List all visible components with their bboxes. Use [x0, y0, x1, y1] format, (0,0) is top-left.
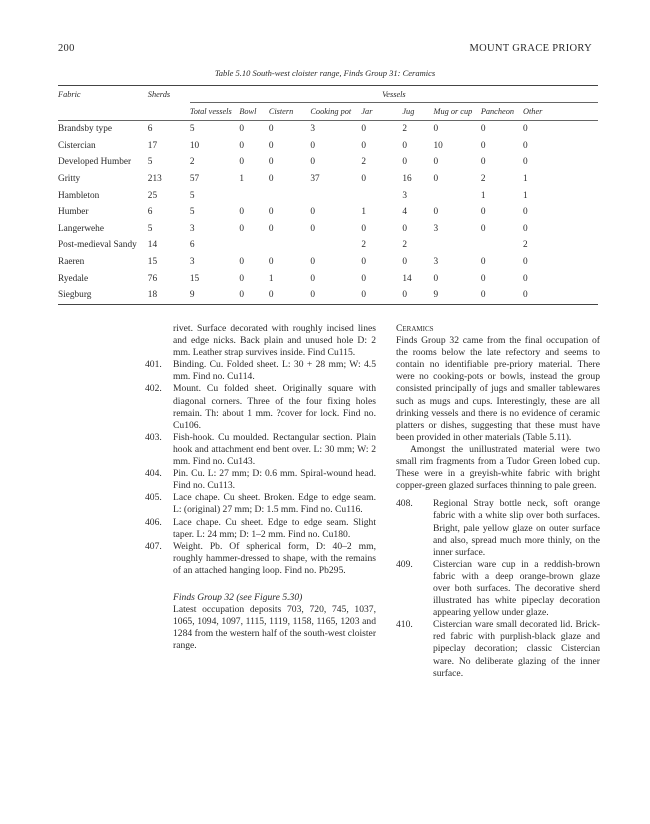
- vessel-column-header: Mug or cup: [434, 103, 481, 121]
- vessel-count-cell: 0: [269, 287, 311, 304]
- vessel-count-cell: 6: [189, 240, 195, 251]
- vessel-count-cell: 0: [268, 140, 274, 151]
- vessel-count-cell: 0: [361, 223, 367, 234]
- fabric-cell: Gritty: [58, 174, 81, 185]
- vessel-count-cell: 0: [480, 257, 486, 268]
- vessel-count-cell: 0: [268, 223, 274, 234]
- paragraph-2: Amongst the unillustrated material were two small rim fragments from a Tudor Green lobed cup. These were in a greyish-white fabric with bright copper-green glazed surfaces thinning to pale green.: [396, 443, 600, 492]
- vessel-count-cell: 0: [239, 207, 244, 218]
- ceramics-table: [58, 85, 598, 305]
- table-caption: Table 5.10 South-west cloister range, Finds Group 31: Ceramics: [214, 68, 436, 78]
- catalogue-entry: [145, 359, 376, 383]
- table-row: [58, 171, 598, 188]
- fabric-cell: Brandsby type: [58, 124, 112, 135]
- finds-group-title: Finds Group 32 (see Figure 5.30): [173, 591, 303, 603]
- vessel-count-cell: 15: [189, 273, 200, 284]
- catalogue-entry: [396, 498, 600, 558]
- sherds-cell: 5: [147, 157, 153, 168]
- sherds-cell: 14: [147, 240, 158, 251]
- entry-text: Fish-hook. Cu moulded. Rectangular section. Plain hook and attachment end bent over. L: 30 mm; W: 2 mm. Find no. Cu143.: [173, 431, 376, 468]
- vessel-count-cell: 0: [310, 207, 316, 218]
- vessel-count-cell: 16: [402, 174, 412, 185]
- vessel-count-cell: 0: [433, 273, 439, 284]
- sherds-cell: 15: [147, 257, 158, 268]
- left-items: [145, 359, 376, 577]
- entry-number: 405.: [145, 492, 162, 504]
- vessel-count-cell: 0: [361, 287, 402, 304]
- vessel-count-cell: 1: [523, 174, 528, 185]
- vessel-count-cell: 9: [190, 287, 239, 304]
- vessel-count-cell: 0: [480, 140, 486, 151]
- fabric-cell: Langerwehe: [58, 223, 104, 234]
- fabric-cell: Hambleton: [58, 190, 100, 201]
- vessel-count-cell: 5: [189, 190, 195, 201]
- vessel-count-cell: 2: [523, 240, 528, 251]
- table-body: [58, 121, 598, 305]
- entry-text: Weight. Pb. Of spherical form, D: 40–2 mm, roughly hammer-dressed to shape, with the remains of an attached hanging loop. Find no. Pb295.: [173, 540, 376, 576]
- entry-text: Cistercian ware cup in a reddish-brown fabric with a deep orange-brown glaze over both surfaces. The decorative sherd illustrated has white pipeclay decoration appearing yellow under glaze.: [433, 558, 600, 619]
- vessel-count-cell: 0: [268, 207, 274, 218]
- vessel-count-cell: 1: [361, 207, 367, 218]
- vessel-count-cell: 3: [310, 124, 316, 135]
- catalogue-entry: [145, 383, 376, 431]
- fabric-cell: Cistercian: [58, 140, 96, 151]
- vessel-column-header: Other: [523, 103, 598, 121]
- catalogue-entry: [145, 516, 376, 541]
- catalogue-entry: [396, 619, 600, 679]
- vessel-count-cell: 0: [268, 124, 274, 135]
- vessel-count-cell: 0: [433, 157, 439, 168]
- sherds-cell: 213: [147, 174, 162, 185]
- vessel-count-cell: 0: [268, 157, 274, 168]
- vessel-count-cell: [269, 187, 311, 204]
- vessel-count-cell: 5: [189, 207, 195, 218]
- table-row: [58, 270, 598, 287]
- table-row: [58, 221, 598, 238]
- entry-text: Lace chape. Cu sheet. Broken. Edge to edge seam. L: (original) 27 mm; D: 1.5 mm. Find no. Cu116.: [173, 492, 376, 516]
- entry-number: 406.: [145, 516, 162, 528]
- table-row: [58, 237, 598, 254]
- entry-number: 403.: [145, 431, 162, 443]
- left-column: [145, 323, 377, 652]
- vessel-count-cell: 9: [434, 287, 481, 304]
- vessel-count-cell: 5: [189, 124, 195, 135]
- vessel-count-cell: 0: [481, 287, 523, 304]
- vessel-count-cell: 0: [402, 140, 408, 151]
- vessel-count-cell: [310, 187, 361, 204]
- vessel-count-cell: 2: [402, 240, 408, 251]
- vessel-count-cell: 0: [402, 223, 408, 234]
- vessel-count-cell: [361, 187, 402, 204]
- right-items: [396, 498, 600, 679]
- vessel-count-cell: 4: [402, 207, 408, 218]
- vessel-count-cell: 0: [523, 257, 528, 268]
- vessel-count-cell: [239, 237, 269, 254]
- vessel-count-cell: 0: [361, 273, 367, 284]
- vessel-count-cell: 0: [523, 207, 528, 218]
- vessel-count-cell: 0: [433, 207, 439, 218]
- vessel-count-cell: 0: [480, 273, 486, 284]
- vessel-count-cell: 2: [361, 157, 367, 168]
- vessel-count-cell: 2: [361, 240, 367, 251]
- fabric-cell: Siegburg: [58, 287, 148, 304]
- vessel-count-cell: 0: [402, 157, 408, 168]
- entry-number: 407.: [145, 540, 162, 552]
- vessel-count-cell: 1: [523, 190, 528, 201]
- entry-text: Cistercian ware small decorated lid. Brick-red fabric with purplish-black glaze and pipeclay decoration; classic Cistercian ware. No deliberate glazing of the inner surface.: [433, 619, 600, 679]
- table-row: [58, 154, 598, 171]
- catalogue-entry: [145, 468, 376, 492]
- entry-text: Regional Stray bottle neck, soft orange fabric with a white slip over both surfaces. Bright, pale yellow glaze on outer surface and also, spread much more thinly, on the inner surface.: [433, 498, 600, 558]
- vessel-count-cell: 0: [361, 257, 367, 268]
- entry-text: Mount. Cu folded sheet. Originally square with diagonal corners. Three of the four fixing holes remain. Th: about 1 mm. ?cover for lock. Find no. Cu106.: [173, 383, 376, 431]
- vessel-count-cell: 0: [239, 273, 244, 284]
- entry-number: 404.: [145, 468, 162, 480]
- vessel-count-cell: 14: [402, 273, 412, 284]
- entry-text: Binding. Cu. Folded sheet. L: 30 + 28 mm; W: 4.5 mm. Find no. Cu114.: [173, 359, 376, 383]
- vessel-count-cell: 10: [433, 140, 443, 151]
- entry-text: Lace chape. Cu sheet. Edge to edge seam. Slight taper. L: 24 mm; D: 1–2 mm. Find no. Cu180.: [173, 516, 376, 540]
- sherds-cell: 76: [147, 273, 158, 284]
- vessel-count-cell: 3: [433, 223, 439, 234]
- vessel-count-cell: 0: [268, 257, 274, 268]
- vessel-count-cell: 0: [239, 287, 269, 304]
- vessel-count-cell: 0: [523, 273, 528, 284]
- entry-number: 410.: [396, 619, 413, 631]
- vessel-count-cell: 0: [239, 157, 244, 168]
- table-row: [58, 287, 598, 304]
- vessel-count-cell: 1: [268, 273, 274, 284]
- fabric-cell: Post-medieval Sandy: [58, 240, 137, 251]
- continuation-text: rivet. Surface decorated with roughly incised lines and edge nicks. Back plain and unused hole D: 2 mm. Leather strap survives inside. Find Cu115.: [173, 323, 376, 359]
- vessel-count-cell: 0: [361, 124, 367, 135]
- sherds-header: Sherds: [148, 86, 190, 103]
- fabric-cell: Ryedale: [58, 273, 89, 284]
- vessel-count-cell: 0: [361, 174, 367, 185]
- vessel-column-header: Cistern: [269, 103, 311, 121]
- fabric-cell: Raeren: [58, 257, 85, 268]
- sherds-cell: 6: [147, 124, 153, 135]
- table-row: [58, 187, 598, 204]
- vessel-count-cell: 0: [480, 223, 486, 234]
- vessel-count-cell: [269, 237, 311, 254]
- running-head: MOUNT GRACE PRIORY: [469, 43, 592, 54]
- vessel-count-cell: 0: [310, 257, 316, 268]
- vessel-count-cell: 0: [361, 140, 367, 151]
- vessel-count-cell: 2: [189, 157, 195, 168]
- entry-number: 401.: [145, 359, 162, 371]
- right-column: [396, 323, 600, 680]
- vessel-count-cell: 0: [310, 157, 316, 168]
- vessel-count-cell: 0: [402, 257, 408, 268]
- catalogue-entry: [145, 492, 376, 516]
- fabric-cell: Humber: [58, 207, 89, 218]
- vessel-column-header: Cooking pot: [310, 103, 361, 121]
- page-number: 200: [58, 43, 75, 54]
- vessels-header: Vessels: [190, 86, 598, 103]
- vessel-count-cell: 0: [523, 287, 598, 304]
- vessel-count-cell: 0: [433, 124, 439, 135]
- table-row: [58, 138, 598, 155]
- catalogue-entry: [145, 540, 376, 577]
- vessel-count-cell: 3: [433, 257, 439, 268]
- vessel-count-cell: [434, 237, 481, 254]
- vessel-count-cell: [481, 237, 523, 254]
- vessel-count-cell: [239, 187, 269, 204]
- vessel-count-cell: 0: [239, 124, 244, 135]
- vessel-count-cell: 1: [480, 190, 486, 201]
- vessel-count-cell: 0: [523, 223, 528, 234]
- vessel-count-cell: 0: [480, 207, 486, 218]
- table-row: [58, 121, 598, 138]
- sherds-cell: 17: [147, 140, 158, 151]
- vessel-count-cell: 3: [189, 223, 195, 234]
- section-heading: Ceramics: [396, 323, 434, 334]
- vessel-column-header: Jug: [402, 103, 433, 121]
- sherds-cell: 18: [148, 287, 190, 304]
- vessel-count-cell: 0: [523, 140, 528, 151]
- vessel-column-header: Jar: [361, 103, 402, 121]
- vessel-count-cell: [434, 187, 481, 204]
- catalogue-entry: [145, 431, 376, 468]
- sherds-cell: 25: [147, 190, 158, 201]
- vessel-count-cell: 1: [239, 174, 244, 185]
- vessel-count-cell: 0: [268, 174, 274, 185]
- vessel-column-header: Total vessels: [190, 103, 239, 121]
- vessel-count-cell: 3: [402, 190, 408, 201]
- sherds-cell: 6: [147, 207, 153, 218]
- vessel-count-cell: 0: [310, 223, 316, 234]
- vessel-count-cell: 0: [239, 257, 244, 268]
- vessel-count-cell: 0: [239, 140, 244, 151]
- vessel-count-cell: 3: [189, 257, 195, 268]
- entry-number: 408.: [396, 498, 413, 510]
- vessel-count-cell: 37: [310, 174, 320, 185]
- vessel-count-cell: 0: [523, 124, 528, 135]
- fabric-header: Fabric: [58, 86, 148, 103]
- entry-number: 409.: [396, 558, 413, 570]
- entry-text: Pin. Cu. L: 27 mm; D: 0.6 mm. Spiral-wound head. Find no. Cu113.: [173, 468, 376, 492]
- vessel-count-cell: [310, 237, 361, 254]
- vessel-count-cell: 0: [310, 287, 361, 304]
- vessel-count-cell: 0: [433, 174, 439, 185]
- vessel-count-cell: 0: [310, 273, 316, 284]
- vessel-count-cell: 0: [480, 157, 486, 168]
- finds-group-text: Latest occupation deposits 703, 720, 745, 1037, 1065, 1094, 1097, 1115, 1119, 1158, 1165, 1203 and 1284 from the western half of the south-west cloister range.: [173, 604, 377, 652]
- vessel-count-cell: 0: [310, 140, 316, 151]
- vessel-column-header: Bowl: [239, 103, 269, 121]
- vessel-count-cell: 10: [189, 140, 200, 151]
- vessel-count-cell: 0: [480, 124, 486, 135]
- vessel-count-cell: 2: [402, 124, 408, 135]
- vessel-count-cell: 0: [523, 157, 528, 168]
- sherds-cell: 5: [147, 223, 153, 234]
- paragraph-1: Finds Group 32 came from the final occupation of the rooms below the late refectory and seems to contain no identifiable pre-priory material. There were no cooking-pots or bowls, instead the group consisted principally of jugs and smaller tablewares such as mugs and cups. Interestingly, these are all drinking vessels and there is no evidence of ceramic platters or dishes, suggesting that these must have been provided in other materials (Table 5.11).: [396, 335, 600, 443]
- table-row: [58, 254, 598, 271]
- vessel-count-cell: 0: [402, 287, 433, 304]
- entry-number: 402.: [145, 383, 162, 395]
- catalogue-entry: [396, 559, 600, 619]
- vessel-count-cell: 57: [189, 174, 200, 185]
- vessel-column-header: Pancheon: [481, 103, 523, 121]
- table-row: [58, 204, 598, 221]
- vessel-count-cell: 0: [239, 223, 244, 234]
- fabric-cell: Developed Humber: [58, 157, 132, 168]
- vessel-count-cell: 2: [480, 174, 486, 185]
